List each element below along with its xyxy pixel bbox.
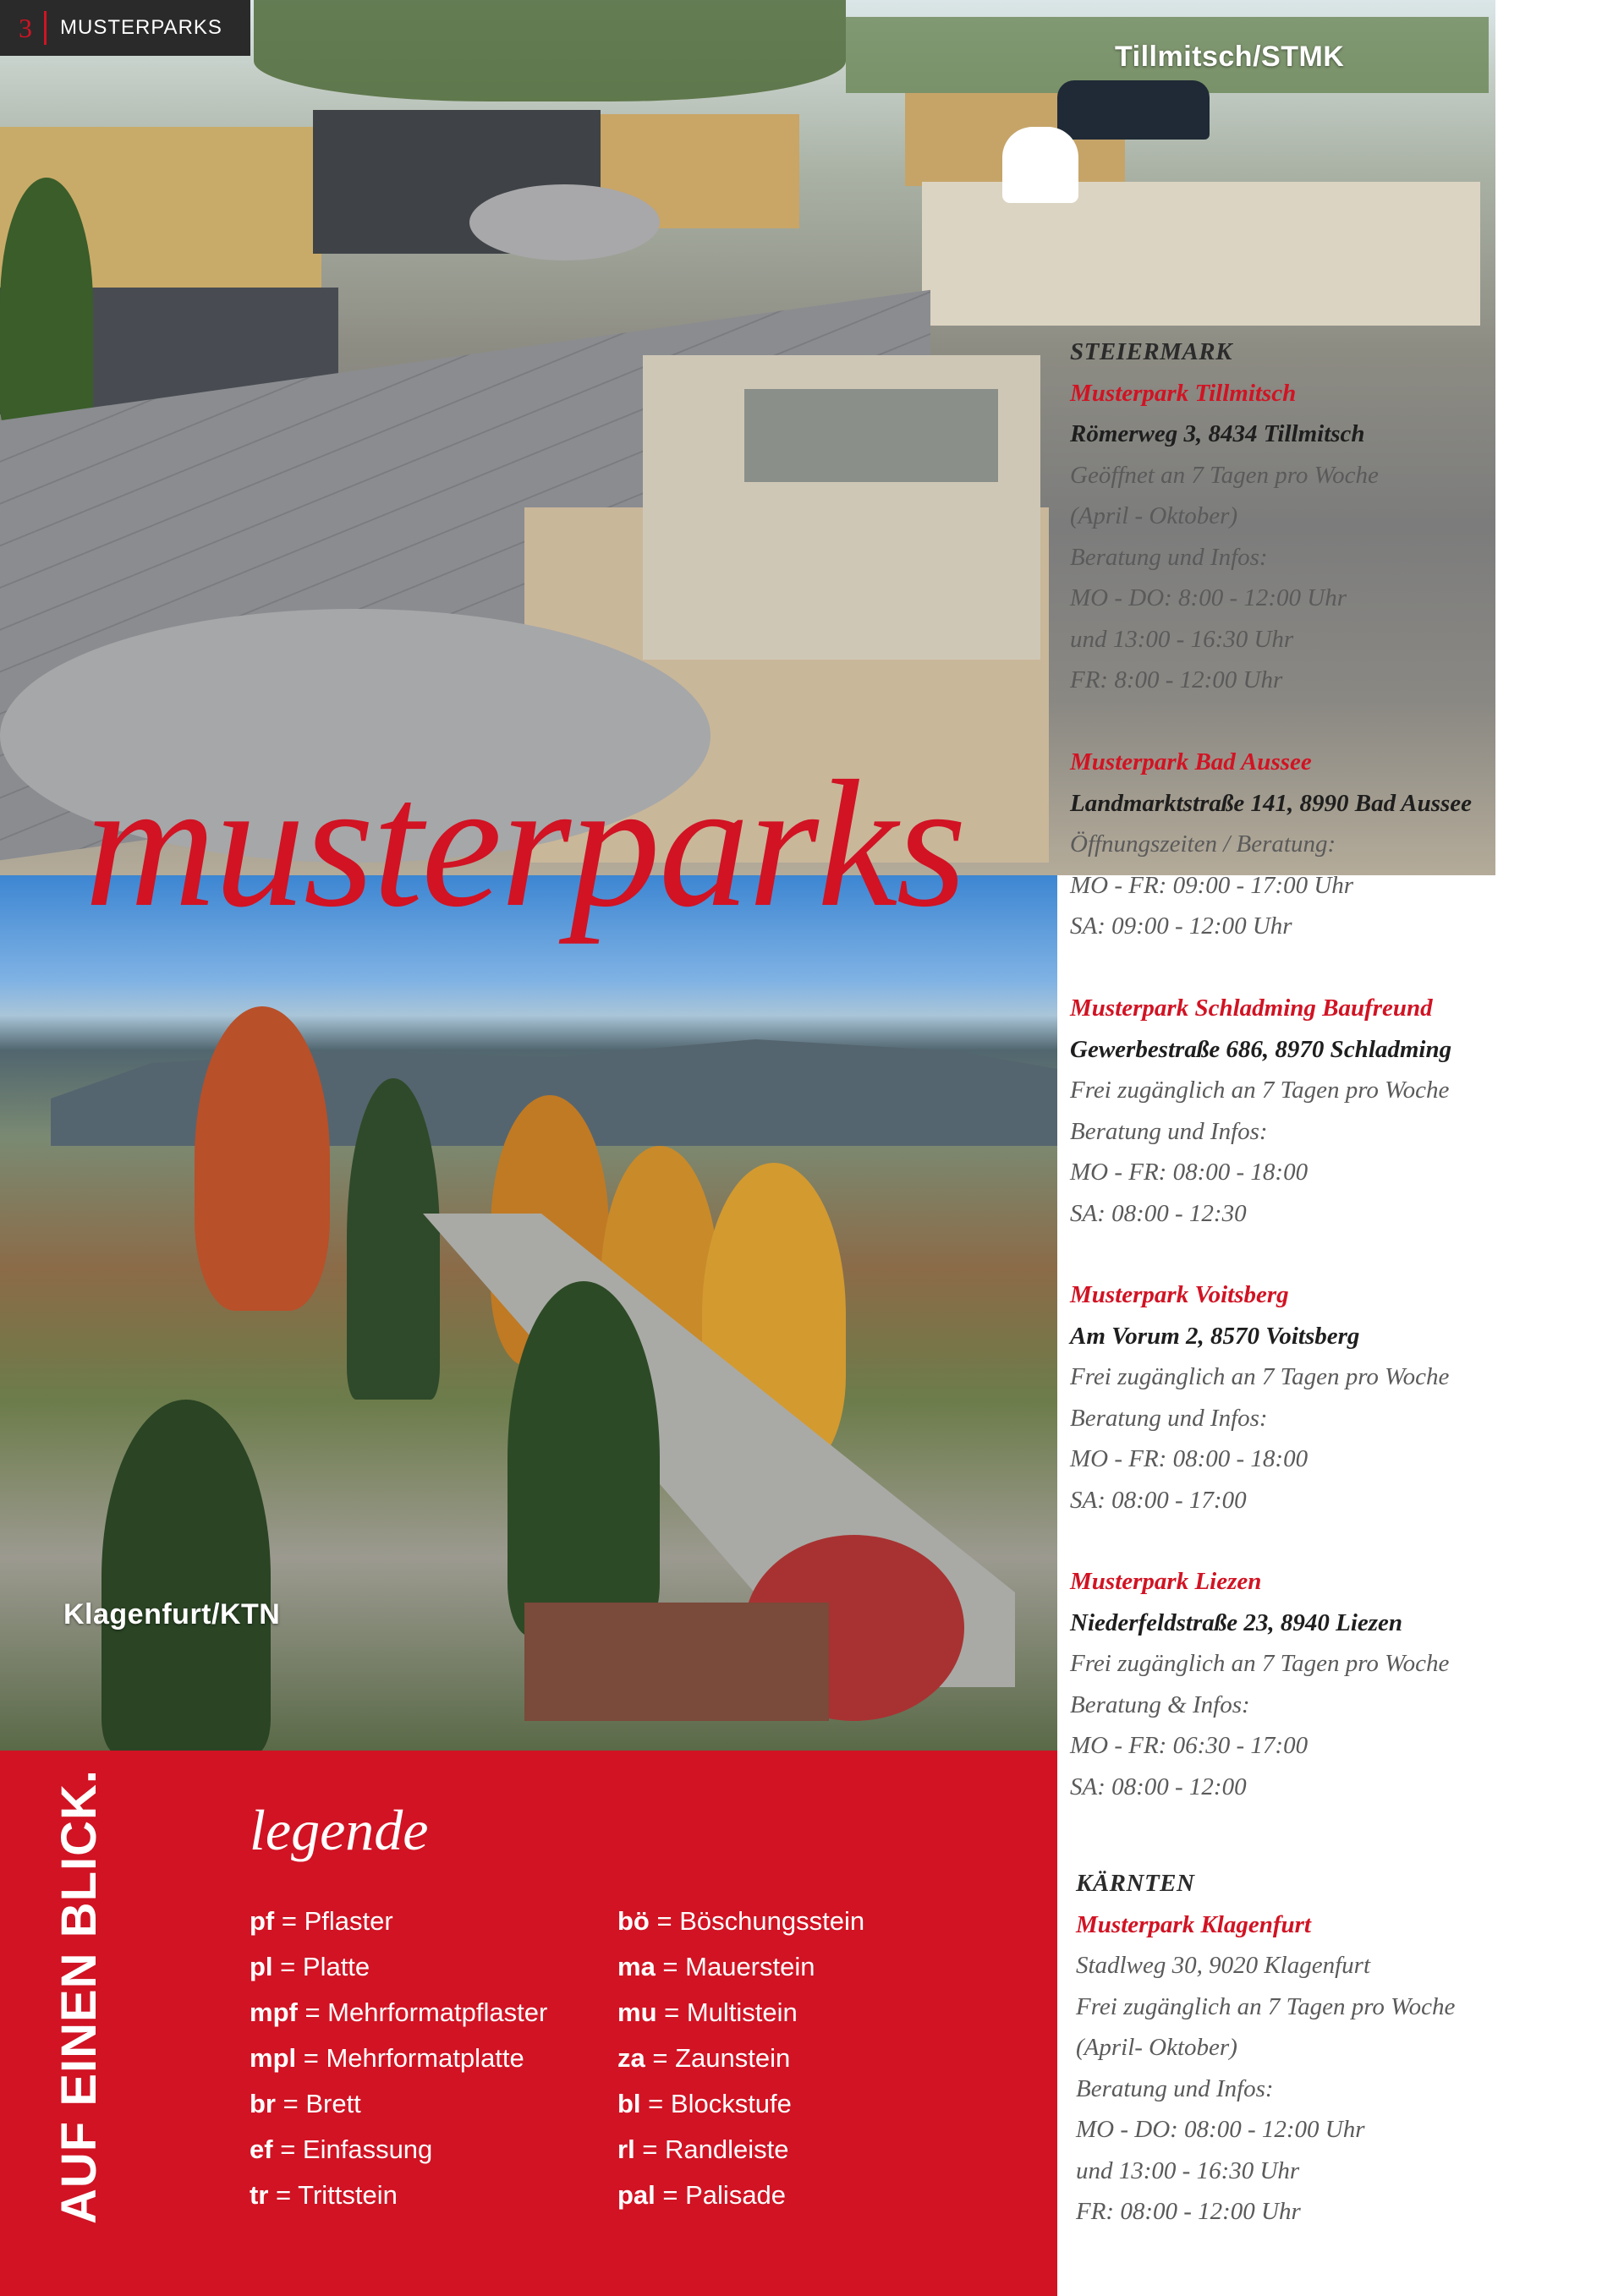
- info-line: (April - Oktober): [1070, 502, 1238, 529]
- conifer-tree: [508, 1281, 660, 1636]
- page-header-tag: [0, 0, 250, 56]
- region-heading: KÄRNTEN: [1076, 1870, 1195, 1897]
- info-line: FR: 8:00 - 12:00 Uhr: [1070, 666, 1283, 693]
- info-line: MO - DO: 08:00 - 12:00 Uhr: [1076, 2116, 1365, 2143]
- legend-item: pal = Palisade: [617, 2180, 787, 2210]
- legend-item: za = Zaunstein: [617, 2043, 791, 2073]
- location-liezen: [1070, 1561, 1577, 1807]
- park-address: Landmarktstraße 141, 8990 Bad Aussee: [1070, 789, 1473, 817]
- info-line: Frei zugänglich an 7 Tagen pro Woche: [1070, 1650, 1450, 1677]
- legend-item: pl = Platte: [250, 1952, 370, 1981]
- conifer-tree: [102, 1400, 271, 1751]
- info-line: Frei zugänglich an 7 Tagen pro Woche: [1070, 1077, 1450, 1104]
- autumn-tree: [195, 1006, 330, 1311]
- park-address: Gewerbestraße 686, 8970 Schladming: [1070, 1035, 1452, 1063]
- light-stone-wall: [922, 182, 1480, 326]
- info-line: Frei zugänglich an 7 Tagen pro Woche: [1070, 1363, 1450, 1390]
- info-line: Beratung und Infos:: [1076, 2074, 1274, 2102]
- legend-item: bö = Böschungsstein: [617, 1906, 865, 1936]
- park-address: Stadlweg 30, 9020 Klagenfurt: [1076, 1952, 1370, 1979]
- legend-item: mpl = Mehrformatplatte: [250, 2043, 524, 2073]
- page-number: 3: [0, 11, 47, 45]
- legend-list-left: [250, 1899, 605, 2218]
- conifer-tree: [347, 1078, 440, 1400]
- legend-item: tr = Trittstein: [250, 2180, 398, 2210]
- info-line: MO - FR: 08:00 - 18:00: [1070, 1159, 1309, 1186]
- decorative-stone-small: [469, 184, 660, 260]
- photo-klagenfurt: [0, 875, 1057, 1751]
- location-voitsberg: [1070, 1274, 1577, 1521]
- park-address: Am Vorum 2, 8570 Voitsberg: [1070, 1322, 1360, 1350]
- bistro-table: [1002, 127, 1078, 203]
- park-name: Musterpark Klagenfurt: [1076, 1910, 1311, 1938]
- info-line: Frei zugänglich an 7 Tagen pro Woche: [1076, 1992, 1456, 2020]
- legend-item: mpf = Mehrformatpflaster: [250, 1997, 548, 2027]
- legend-item: mu = Multistein: [617, 1997, 798, 2027]
- info-line: Öffnungszeiten / Beratung:: [1070, 830, 1336, 858]
- legend-item: rl = Randleiste: [617, 2134, 789, 2164]
- info-line: MO - DO: 8:00 - 12:00 Uhr: [1070, 584, 1347, 611]
- legend-item: bl = Blockstufe: [617, 2089, 792, 2118]
- info-line: Beratung & Infos:: [1070, 1690, 1250, 1718]
- brick-wall: [524, 1603, 829, 1721]
- park-name: Musterpark Bad Aussee: [1070, 748, 1312, 775]
- park-name: Musterpark Liezen: [1070, 1568, 1262, 1595]
- legend-item: ef = Einfassung: [250, 2134, 433, 2164]
- photo-caption-klagenfurt: Klagenfurt/KTN: [63, 1598, 281, 1630]
- park-name: Musterpark Voitsberg: [1070, 1281, 1289, 1308]
- park-name: Musterpark Tillmitsch: [1070, 379, 1297, 407]
- info-line: SA: 08:00 - 12:00: [1070, 1773, 1247, 1800]
- info-line: SA: 08:00 - 12:30: [1070, 1199, 1247, 1227]
- info-line: MO - FR: 09:00 - 17:00 Uhr: [1070, 871, 1354, 899]
- park-address: Niederfeldstraße 23, 8940 Liezen: [1070, 1608, 1403, 1636]
- info-line: MO - FR: 08:00 - 18:00: [1070, 1445, 1309, 1472]
- legend-item: br = Brett: [250, 2089, 361, 2118]
- trough-water: [744, 389, 998, 482]
- info-line: und 13:00 - 16:30 Uhr: [1070, 625, 1294, 653]
- region-heading: STEIERMARK: [1070, 338, 1232, 365]
- info-line: Beratung und Infos:: [1070, 543, 1268, 571]
- park-address: Römerweg 3, 8434 Tillmitsch: [1070, 420, 1365, 447]
- legend-item: pf = Pflaster: [250, 1906, 393, 1936]
- location-bad-aussee: [1070, 742, 1577, 947]
- location-klagenfurt: [1076, 1863, 1583, 2233]
- location-tillmitsch: [1070, 332, 1577, 701]
- parked-car: [1057, 80, 1210, 140]
- background-trees: [254, 0, 846, 101]
- section-label: MUSTERPARKS: [60, 16, 222, 39]
- legend-title: legende: [250, 1798, 429, 1862]
- info-line: (April- Oktober): [1076, 2034, 1237, 2061]
- park-name: Musterpark Schladming Baufreund: [1070, 995, 1433, 1022]
- page-title: musterparks: [85, 743, 966, 945]
- info-line: und 13:00 - 16:30 Uhr: [1076, 2156, 1300, 2184]
- info-line: MO - FR: 06:30 - 17:00: [1070, 1732, 1309, 1759]
- conifer-tree: [0, 178, 93, 431]
- legend-item: ma = Mauerstein: [617, 1952, 815, 1981]
- legend-list-right: [617, 1899, 973, 2218]
- vertical-heading: AUF EINEN BLICK.: [52, 1769, 107, 2224]
- info-line: Beratung und Infos:: [1070, 1404, 1268, 1432]
- photo-caption-tillmitsch: Tillmitsch/STMK: [1115, 41, 1345, 73]
- info-line: Geöffnet an 7 Tagen pro Woche: [1070, 461, 1379, 489]
- location-schladming: [1070, 988, 1577, 1234]
- info-line: SA: 09:00 - 12:00 Uhr: [1070, 912, 1292, 940]
- info-line: FR: 08:00 - 12:00 Uhr: [1076, 2198, 1301, 2225]
- info-line: Beratung und Infos:: [1070, 1117, 1268, 1145]
- info-line: SA: 08:00 - 17:00: [1070, 1486, 1247, 1514]
